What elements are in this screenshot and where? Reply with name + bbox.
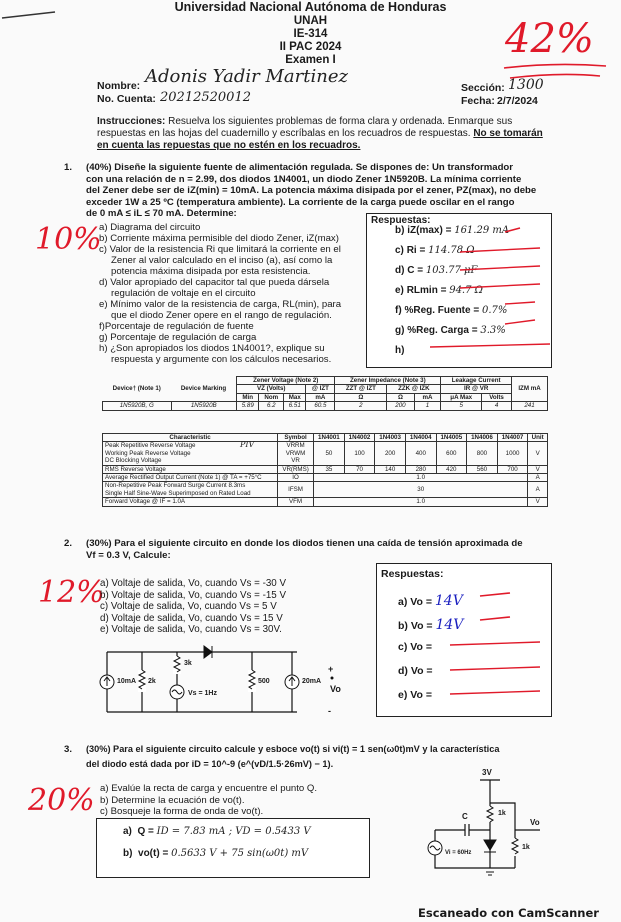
problem1-items: a) Diagrama del circuito b) Corriente máxima permisible del diodo Zener, iZ(max) c) Valor de la resistencia Ri que limitará la corriente en el Zener al valor calculado en el inciso (a), así como la potencia máxima disipada por esta resistencia. d) Valor apropiado del capacitor tal que pueda dársela regulación de voltaje en el circuito e) Mínimo valor de la resistencia de carga, RL(min), para que el diodo Zener opere en el rango de regulación. f)Porcentaje de regulación de fuente g) Porcentaje de regulación de carga h) ¿Son apropiados los diodos 1N4001?, explique su respuesta y argumente con los cálculos necesarios. [99,222,342,365]
problem3-statement: (30%) Para el siguiente circuito calcule y esboce vo(t) si vi(t) = 1 sen(ω0t)mV y la característica del diodo está dada por iD = 10^-9 (e^(vD/1.5·26mV) − 1). [86,744,500,769]
circuit3-diagram [420,768,560,888]
unah-label: UNAH [293,15,328,27]
total-grade: 42% [505,16,594,62]
name-label: Nombre: [97,80,141,92]
answers-title: Respuestas: [371,215,431,226]
problem1-statement: (40%) Diseñe la siguiente fuente de alimentación regulada. Se dispones de: Un transformador con una relación de n = 2.99, dos diodos 1N4001, un diodo Zener 1N5920B. La mínima corriente del Zener debe ser de iZ(min) = 10mA. La potencia máxima disipada por el zener, PZ(max), no debe exceder 1W a 25 ºC (temperatura ambiente). La corriente de la carga puede oscilar en el rango de 0 mA ≤ iL ≤ 70 mA. Determine: [86,162,537,219]
r2-label: 1k [522,844,530,851]
problem2-items: a) Voltaje de salida, Vo, cuando Vs = -30 V b) Voltaje de salida, Vo, cuando Vs = -15 V c) Voltaje de salida, Vo, cuando Vs = 5 V d) Voltaje de salida, Vo, cuando Vs = 15 V e) Voltaje de salida, Vo, cuando Vs = 30V. [100,578,286,635]
problem3-answer-b: b) vo(t) = 0.5633 V + 75 sin(ω0t) mV [123,848,309,859]
capacitor-label: C [462,812,468,821]
date-value: 2/7/2024 [497,95,538,107]
name-value: Adonis Yadir Martinez [145,66,348,87]
exam-title: Examen I [285,54,336,66]
piv-annotation: PIV [240,440,255,449]
problem1-grade: 10% [35,222,102,257]
account-label: No. Cuenta: [97,93,156,105]
answer-f: f) %Reg. Fuente = 0.7% [395,305,508,316]
account-value: 20212520012 [160,90,251,105]
problem3-number: 3. [64,744,73,755]
answer-h: h) [395,345,405,356]
problem2-answer-list: a) Vo = 14V b) Vo = 14V c) Vo = d) Vo = e) Vo = [398,593,464,701]
answer-e: e) RLmin = 94.7 Ω [395,285,483,296]
zener-spec-table: Device† (Note 1) Device Marking Zener Voltage (Note 2) Zener Impedance (Note 3) Leakage Current IZM mA VZ (Volts) @ IZT ZZT @ IZT ZZK @ IZK IR @ VR Min Nom Max mA Ω Ω mA μA Max Volts 1N5920B, G 1N5920B 5.89 6.2 6.51 60.5 2 200 1 5 4 241 [102,376,548,411]
section-value: 1300 [508,77,544,93]
answers-title: Respuestas: [381,568,444,580]
vo-label: Vo [530,818,540,827]
date-label: Fecha: [461,95,495,107]
problem2-statement: (30%) Para el siguiente circuito en donde los diodos tienen una caída de tensión aproximada de Vf = 0.3 V, Calcule: [86,538,523,561]
problem2-number: 2. [64,538,73,549]
scanner-watermark: Escaneado con CamScanner [418,906,599,920]
course-code: IE-314 [293,28,328,40]
section-label: Sección: [461,82,505,94]
answer-g: g) %Reg. Carga = 3.3% [395,325,506,336]
grading-marks-icon [410,222,560,367]
r2-label: 3k [184,660,192,667]
answer-c: c) Ri = 114.78 Ω [395,245,475,256]
vs-label: Vs = 1Hz [188,690,217,697]
vcc-label: 3V [482,768,492,777]
source1-label: 10mA [117,678,137,685]
source2-label: 20mA [302,678,322,685]
answer-b: b) iZ(max) = 161.29 mA [395,225,510,236]
answer-d: d) C = 103.77 μF [395,265,478,276]
plus-label: + [328,664,334,674]
instructions: Instrucciones: Resuelva los siguientes problemas de forma clara y ordenada. Enmarque sus respuestas en las hojas del cuadernillo y escríbalas en los recuadros de respuestas. No se tomarán en cuenta las repuestas que no estén en los recuadros. [97,116,543,151]
r1-label: 1k [498,810,506,817]
r3-label: 500 [258,678,270,685]
period: II PAC 2024 [279,41,342,53]
diode-spec-table: Characteristic Symbol 1N4001 1N4002 1N4003 1N4004 1N4005 1N4006 1N4007 Unit Peak Repetitive Reverse Voltage Working Peak Reverse Voltage DC Blocking Voltage VRRM VRWM VR 50 100 200 400 600 800 1000 V RMS Reverse Voltage VR(RMS) 35 70 140 280 420 560 700 V Average Rectified Output Current (Note 1) @ TA = +75°C IO 1.0 A Non-Repetitive Peak Forward Surge Current 8.3ms Single Half Sine-Wave Superimposed on Rated Load IFSM 30 A Forward Voltage @ IF = 1.0A VFM 1.0 V [102,433,548,507]
answer-lines-icon [440,590,550,710]
problem1-number: 1. [64,162,73,173]
university-name: Universidad Nacional Autónoma de Honduras [174,0,447,14]
vo-label: Vo [330,684,341,694]
r1-label: 2k [148,678,156,685]
problem2-grade: 12% [38,575,105,610]
vi-label: Vi = 60Hz [445,850,472,856]
problem3-grade: 20% [28,783,95,818]
problem3-answer-a: a) Q = ID = 7.83 mA ; VD = 0.5433 V [123,826,311,837]
circuit2-diagram [92,640,352,720]
problem3-items: a) Evalúe la recta de carga y encuentre el punto Q. b) Determine la ecuación de vo(t). c) Bosqueje la forma de onda de vo(t). [100,783,318,817]
minus-label: - [328,706,331,716]
